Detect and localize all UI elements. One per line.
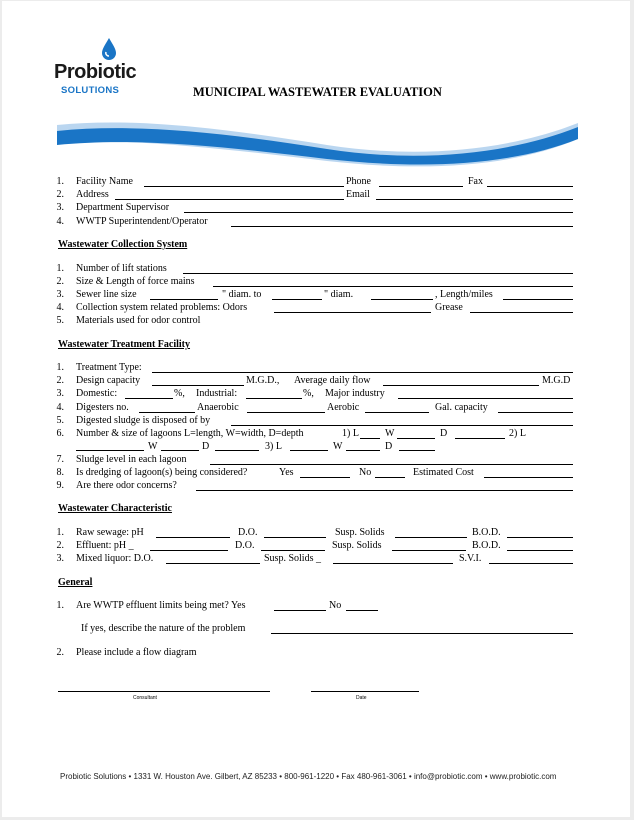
water-drop-icon	[99, 37, 119, 61]
item-number: 1.	[56, 263, 64, 274]
grease-label: Grease	[435, 302, 463, 313]
anaerobic-label: Anaerobic	[197, 402, 239, 413]
lagoon3-w-label: W	[333, 441, 343, 452]
facility-name-field[interactable]	[144, 186, 344, 187]
problem-description-field[interactable]	[271, 633, 573, 634]
sludge-level-label: Sludge level in each lagoon	[76, 454, 187, 465]
lagoon2-l-label: 2) L	[509, 428, 526, 439]
item-number: 2.	[56, 189, 64, 200]
fax-label: Fax	[468, 176, 483, 187]
lagoon2-w-field[interactable]	[161, 450, 199, 451]
digesters-no-label: Digesters no.	[76, 402, 129, 413]
phone-label: Phone	[346, 176, 371, 187]
sewer-diam-from-field[interactable]	[150, 299, 218, 300]
eff-ss-label: Susp. Solids	[332, 540, 382, 551]
date-label: Date	[356, 695, 367, 701]
eff-do-field[interactable]	[261, 550, 325, 551]
item-number: 4.	[56, 402, 64, 413]
lagoon2-d-label: D	[202, 441, 210, 452]
lagoon1-l-label: 1) L	[342, 428, 359, 439]
supervisor-field[interactable]	[184, 212, 573, 213]
treatment-type-label: Treatment Type:	[76, 362, 142, 373]
eff-ph-label: Effluent: pH _	[76, 540, 134, 551]
lagoon1-w-label: W	[385, 428, 395, 439]
lift-stations-field[interactable]	[183, 273, 573, 274]
item-number: 7.	[56, 454, 64, 465]
domestic-label: Domestic:	[76, 388, 118, 399]
estimated-cost-label: Estimated Cost	[413, 467, 474, 478]
superintendent-field[interactable]	[231, 226, 573, 227]
lift-stations-label: Number of lift stations	[76, 263, 167, 274]
anaerobic-field[interactable]	[247, 412, 325, 413]
dredging-no-label: No	[359, 467, 372, 478]
svi-label: S.V.I.	[459, 553, 482, 564]
address-field[interactable]	[115, 199, 344, 200]
email-label: Email	[346, 189, 370, 200]
length-miles-label: , Length/miles	[435, 289, 493, 300]
grease-field[interactable]	[470, 312, 573, 313]
svi-field[interactable]	[489, 563, 573, 564]
industrial-label: Industrial:	[196, 388, 238, 399]
pct-label: %,	[174, 388, 185, 399]
design-capacity-label: Design capacity	[76, 375, 141, 386]
digesters-no-field[interactable]	[139, 412, 195, 413]
sludge-level-field[interactable]	[210, 464, 573, 465]
diam-label: " diam.	[324, 289, 354, 300]
length-miles-field[interactable]	[503, 299, 573, 300]
lagoon3-l-label: 3) L	[265, 441, 282, 452]
mixed-do-label: Mixed liquor: D.O.	[76, 553, 154, 564]
sludge-disposed-field[interactable]	[231, 425, 573, 426]
item-number: 8.	[56, 467, 64, 478]
item-number: 1.	[56, 362, 64, 373]
aerobic-label: Aerobic	[327, 402, 360, 413]
limits-yes-field[interactable]	[274, 610, 326, 611]
eff-do-label: D.O.	[235, 540, 255, 551]
section-heading-characteristic: Wastewater Characteristic	[58, 503, 172, 514]
lagoon1-w-field[interactable]	[397, 438, 435, 439]
mixed-do-field[interactable]	[166, 563, 260, 564]
raw-ph-field[interactable]	[156, 537, 230, 538]
diam-to-label: " diam. to	[222, 289, 262, 300]
date-line[interactable]	[311, 691, 419, 692]
mixed-ss-label: Susp. Solids _	[264, 553, 321, 564]
if-yes-label: If yes, describe the nature of the problem	[81, 623, 246, 634]
mgd-label: M.G.D.,	[246, 375, 280, 386]
limits-met-label: Are WWTP effluent limits being met? Yes	[76, 600, 246, 611]
item-number: 4.	[56, 302, 64, 313]
superintendent-label: WWTP Superintendent/Operator	[76, 216, 208, 227]
lagoon2-d-field[interactable]	[215, 450, 259, 451]
item-number: 3.	[56, 553, 64, 564]
industrial-field[interactable]	[246, 398, 302, 399]
item-number: 1.	[56, 527, 64, 538]
eff-ss-field[interactable]	[392, 550, 466, 551]
limits-no-label: No	[329, 600, 342, 611]
item-number: 5.	[56, 315, 64, 326]
item-number: 3.	[56, 289, 64, 300]
domestic-field[interactable]	[125, 398, 173, 399]
lagoons-label: Number & size of lagoons L=length, W=width, D=depth	[76, 428, 304, 439]
facility-name-label: Facility Name	[76, 176, 133, 187]
lagoon1-d-field[interactable]	[455, 438, 505, 439]
eff-ph-field[interactable]	[150, 550, 228, 551]
footer-contact: Probiotic Solutions • 1331 W. Houston Ave. Gilbert, AZ 85233 • 800-961-1220 • Fax 480-961-3061 • info@probiotic.com • www.probiotic.com	[60, 772, 557, 781]
header-wave	[57, 119, 578, 169]
address-label: Address	[76, 189, 109, 200]
aerobic-field[interactable]	[365, 412, 429, 413]
raw-do-field[interactable]	[264, 537, 326, 538]
force-mains-field[interactable]	[213, 286, 573, 287]
sewer-extra-field[interactable]	[371, 299, 433, 300]
section-heading-treatment: Wastewater Treatment Facility	[58, 339, 191, 350]
eff-bod-label: B.O.D.	[472, 540, 501, 551]
lagoon3-l-field[interactable]	[290, 450, 328, 451]
odors-label: Collection system related problems: Odors	[76, 302, 248, 313]
consultant-label: Consultant	[133, 695, 157, 701]
item-number: 4.	[56, 216, 64, 227]
raw-ss-field[interactable]	[395, 537, 467, 538]
page-title: MUNICIPAL WASTEWATER EVALUATION	[193, 85, 442, 99]
lagoon1-l-field[interactable]	[360, 438, 380, 439]
mgd2-label: M.G.D	[542, 375, 571, 386]
raw-do-label: D.O.	[238, 527, 258, 538]
avg-daily-flow-field[interactable]	[383, 385, 539, 386]
materials-label: Materials used for odor control	[76, 315, 201, 326]
section-heading-general: General	[58, 577, 93, 588]
design-capacity-field[interactable]	[152, 385, 244, 386]
mixed-ss-field[interactable]	[333, 563, 453, 564]
consultant-signature-line[interactable]	[58, 691, 270, 692]
sewer-line-label: Sewer line size	[76, 289, 137, 300]
phone-field[interactable]	[379, 186, 463, 187]
raw-bod-label: B.O.D.	[472, 527, 501, 538]
email-field[interactable]	[376, 199, 573, 200]
force-mains-label: Size & Length of force mains	[76, 276, 195, 287]
odor-concerns-label: Are there odor concerns?	[76, 480, 177, 491]
logo-name: Probiotic	[54, 61, 137, 83]
dredging-yes-field[interactable]	[300, 477, 350, 478]
raw-ss-label: Susp. Solids	[335, 527, 385, 538]
document-page	[2, 1, 630, 817]
item-number: 2.	[56, 540, 64, 551]
lagoon2-l-field[interactable]	[76, 450, 144, 451]
lagoon3-d-label: D	[385, 441, 393, 452]
item-number: 2.	[56, 647, 64, 658]
dredging-no-field[interactable]	[375, 477, 405, 478]
item-number: 3.	[56, 388, 64, 399]
sludge-disposed-label: Digested sludge is disposed of by	[76, 415, 211, 426]
dredging-yes-label: Yes	[279, 467, 294, 478]
odors-field[interactable]	[274, 312, 431, 313]
item-number: 1.	[56, 600, 64, 611]
major-industry-field[interactable]	[398, 398, 573, 399]
eff-bod-field[interactable]	[507, 550, 573, 551]
item-number: 2.	[56, 375, 64, 386]
limits-no-field[interactable]	[346, 610, 378, 611]
lagoon3-w-field[interactable]	[346, 450, 380, 451]
estimated-cost-field[interactable]	[484, 477, 573, 478]
flow-diagram-label: Please include a flow diagram	[76, 647, 197, 658]
logo-subtitle: SOLUTIONS	[61, 85, 120, 96]
gal-capacity-label: Gal. capacity	[435, 402, 488, 413]
raw-bod-field[interactable]	[507, 537, 573, 538]
supervisor-label: Department Supervisor	[76, 202, 170, 213]
item-number: 6.	[56, 428, 64, 439]
odor-concerns-field[interactable]	[196, 490, 573, 491]
raw-ph-label: Raw sewage: pH	[76, 527, 144, 538]
item-number: 9.	[56, 480, 64, 491]
section-heading-collection: Wastewater Collection System	[58, 239, 188, 250]
item-number: 2.	[56, 276, 64, 287]
dredging-label: Is dredging of lagoon(s) being considered?	[76, 467, 248, 478]
avg-daily-flow-label: Average daily flow	[294, 375, 371, 386]
treatment-type-field[interactable]	[152, 372, 573, 373]
major-industry-label: Major industry	[325, 388, 385, 399]
fax-field[interactable]	[487, 186, 573, 187]
lagoon2-w-label: W	[148, 441, 158, 452]
gal-capacity-field[interactable]	[498, 412, 573, 413]
item-number: 3.	[56, 202, 64, 213]
item-number: 5.	[56, 415, 64, 426]
pct-label: %,	[303, 388, 314, 399]
item-number: 1.	[56, 176, 64, 187]
lagoon1-d-label: D	[440, 428, 448, 439]
sewer-diam-to-field[interactable]	[272, 299, 322, 300]
lagoon3-d-field[interactable]	[399, 450, 435, 451]
